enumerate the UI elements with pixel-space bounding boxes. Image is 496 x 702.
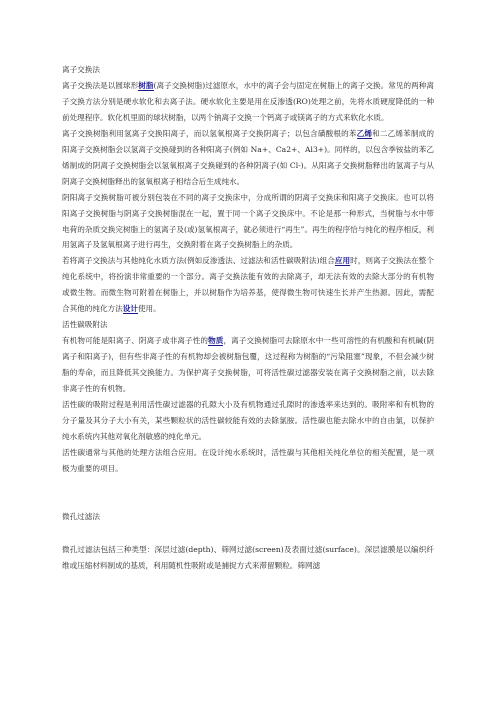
section-title-ion-exchange: 离子交换法 bbox=[62, 65, 100, 74]
paragraph bbox=[62, 333, 434, 397]
paragraph bbox=[62, 126, 434, 190]
keyword-link[interactable]: 树脂 bbox=[138, 80, 154, 90]
paragraph: 微孔过滤法包括三种类型：深层过滤(depth)、筛网过滤(screen)及表面过滤(surface)。深层滤膜是以编织纤维或压缩材料制成的基质，利用随机性吸附或是捕捉方式来滞留颗粒。筛网滤 bbox=[62, 544, 434, 570]
paragraph-text: 离子交换法是以圆球形 bbox=[62, 80, 139, 90]
paragraph: 阴阳离子交换树脂可被分别包装在不同的离子交换床中，分成所谓的阴离子交换床和阳离子交换床。也可以将阳离子交换树脂与阴离子交换树脂混在一起，置于同一个离子交换床中。不论是那一种形式，当树脂与水中带电荷的杂质交换完树脂上的氢离子及(或)氢氧根离子，就必须进行“再生”。再生的程序恰与纯化的程序相反，利用氢离子及氢氧根离子进行再生，交换附着在离子交换树脂上的杂质。 bbox=[62, 192, 434, 250]
section-title-microfiltration: 微孔过滤法 bbox=[62, 511, 100, 521]
keyword-link[interactable]: 设计 bbox=[122, 304, 138, 314]
paragraph-text: (离子交换树脂)过滤原水，水中的离子会与固定在树脂上的离子交换。常见的两种离子交换方法分别是硬水软化和去离子法。硬水软化主要是用在反渗透(RO)处理之前，先将水质硬度降低的一种前处理程序。软化机里面的球状树脂，以两个钠离子交换一个钙离子或镁离子的方式来软化水质。 bbox=[62, 80, 435, 122]
paragraph-text: 有机物可能是阳离子、阴离子或非离子性的 bbox=[62, 336, 209, 346]
paragraph-text: 使用。 bbox=[137, 304, 161, 314]
paragraph-text: ，离子交换树脂可去除原水中一些可溶性的有机酸和有机碱(阴离子和阳离子)，但有些非离子性的有机物却会被树脂包覆，这过程称为树脂的“污染阻塞”现象，不但会减少树脂的寿命，而且降低其交换能力。为保护离子交换树脂，可将活性碳过滤器安装在离子交换树脂之前，以去除非离子性的有机物。 bbox=[62, 336, 435, 394]
spacer bbox=[62, 525, 434, 542]
paragraph bbox=[62, 78, 434, 126]
section-title-activated-carbon: 活性碳吸附法 bbox=[62, 320, 108, 330]
spacer bbox=[62, 477, 434, 509]
paragraph bbox=[62, 253, 434, 317]
document-page bbox=[62, 62, 434, 574]
paragraph: 活性碳的吸附过程是利用活性碳过滤器的孔隙大小及有机物通过孔隙时的渗透率来达到的。吸附率和有机物的分子量及其分子大小有关，某些颗粒状的活性碳较能有效的去除氯胺。活性碳也能去除水中的自由氯，以保护纯水系统内其他对氧化剂敏感的纯化单元。 bbox=[62, 400, 434, 441]
paragraph-text: 时，则离子交换法在整个纯化系统中，将扮演非常重要的一个部分。离子交换法能有效的去除离子，却无法有效的去除大部分的有机物或微生物。而微生物可附着在树脂上，并以树脂作为培养基，使得微生物可快速生长并产生热源。因此，需配合其他的纯化方法 bbox=[62, 256, 435, 314]
keyword-link[interactable]: 物质 bbox=[208, 336, 224, 346]
paragraph-text: 离子交换树脂利用氢离子交换阳离子，而以氢氧根离子交换阴离子；以包含磺酸根的苯 bbox=[62, 128, 357, 138]
paragraph-text: 若将离子交换法与其他纯化水质方法(例如反渗透法、过滤法和活性碳吸附法)组合 bbox=[62, 256, 335, 266]
paragraph: 活性碳通常与其他的处理方法组合应用。在设计纯水系统时，活性碳与其他相关纯化单位的相关配置，是一项极为重要的项目。 bbox=[62, 447, 434, 473]
keyword-link[interactable]: 乙烯 bbox=[356, 128, 373, 138]
keyword-link[interactable]: 应用 bbox=[334, 256, 351, 266]
paragraph-text: 和二乙烯苯制成的阳离子交换树脂会以氢离子交换碰到的各种阳离子(例如 Na+、Ca2+、Al3+)。同样的，以包含季铵盐的苯乙烯制成的阴离子交换树脂会以氢氧根离子交换碰到的各种阴离子(如 Cl-)。从阳离子交换树脂释出的氢离子与从阴离子交换树脂释出的氢氧根离子相结合后生成纯水。 bbox=[62, 128, 435, 186]
